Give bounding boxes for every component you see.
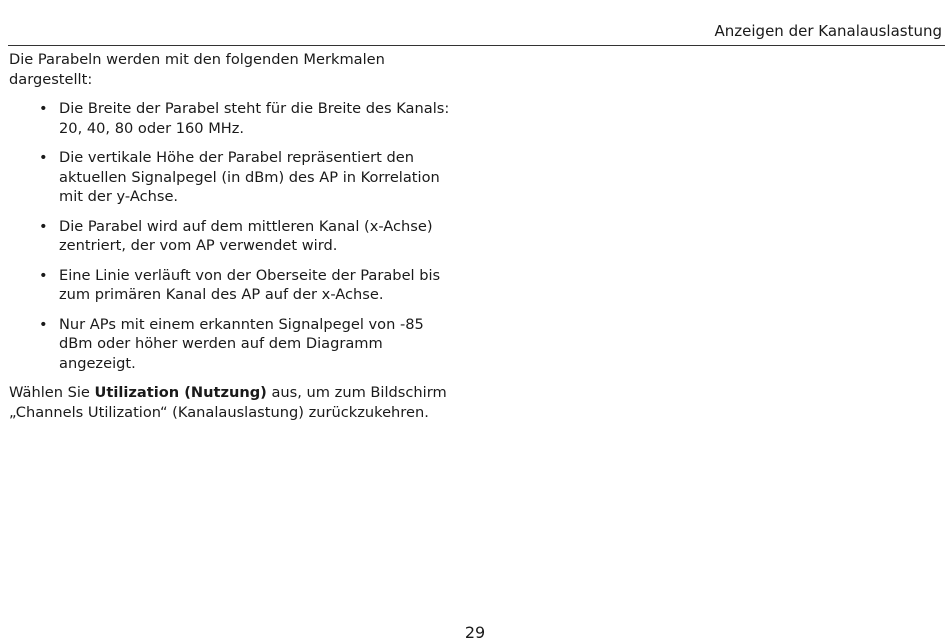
intro-paragraph: Die Parabeln werden mit den folgenden Merkmalen dargestellt:	[9, 51, 385, 88]
list-item	[9, 217, 454, 256]
list-item	[9, 266, 454, 305]
list-item-text: Die Parabel wird auf dem mittleren Kanal (x-Achse) zentriert, der vom AP verwendet wird.	[59, 217, 433, 254]
bullet-icon: •	[39, 315, 48, 333]
list-item-text: Eine Linie verläuft von der Oberseite der Parabel bis zum primären Kanal des AP auf der x-Achse.	[59, 266, 441, 303]
page-content	[9, 50, 454, 422]
list-item	[9, 315, 454, 374]
running-header: Anzeigen der Kanalauslastung	[714, 22, 942, 40]
list-item	[9, 99, 454, 138]
header-divider	[8, 45, 945, 46]
list-item-text: Die Breite der Parabel steht für die Breite des Kanals: 20, 40, 80 oder 160 MHz.	[59, 100, 450, 137]
page-number: 29	[464, 623, 486, 642]
characteristics-list	[9, 99, 454, 373]
utilization-emphasis: Utilization (Nutzung)	[94, 384, 267, 401]
list-item-text: Die vertikale Höhe der Parabel repräsentiert den aktuellen Signalpegel (in dBm) des AP in Korrelation mit der y-Achse.	[59, 149, 440, 205]
list-item-text: Nur APs mit einem erkannten Signalpegel von -85 dBm oder höher werden auf dem Diagramm angezeigt.	[59, 315, 424, 372]
closing-prefix: Wählen Sie	[9, 384, 95, 401]
closing-paragraph	[9, 383, 454, 422]
bullet-icon: •	[39, 266, 48, 284]
bullet-icon: •	[39, 100, 48, 117]
bullet-icon: •	[39, 217, 48, 235]
bullet-icon: •	[39, 149, 48, 166]
list-item	[9, 148, 454, 207]
closing-suffix: aus, um zum Bildschirm „Channels Utilization“ (Kanalauslastung) zurückzukehren.	[9, 384, 447, 421]
